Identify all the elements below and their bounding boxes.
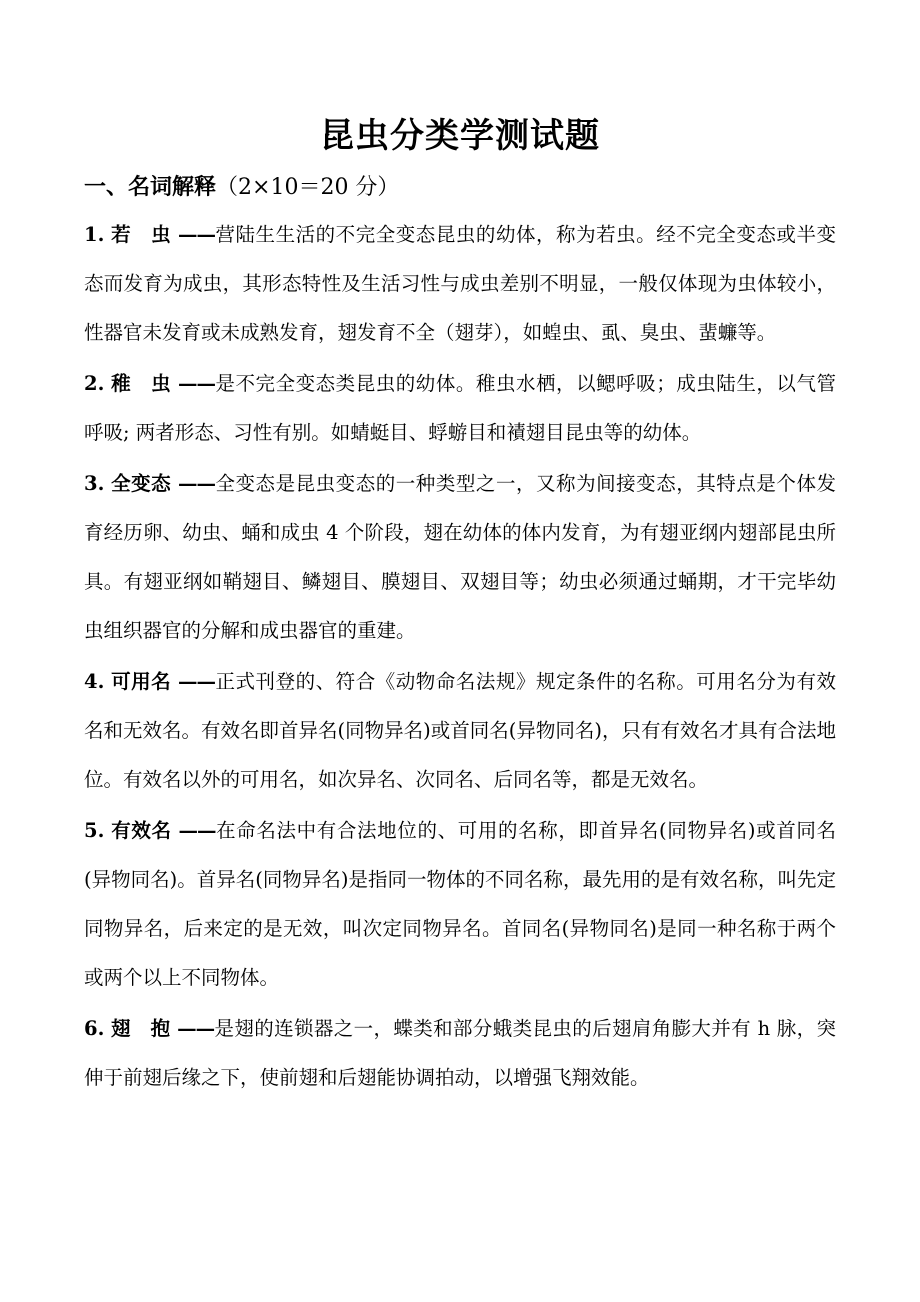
entry-definition: 是翅的连锁器之一，蝶类和部分蛾类昆虫的后翅肩角膨大并有 h 脉，突伸于前翅后缘之下，使前翅和后翅能协调拍动，以增强飞翔效能。	[84, 1017, 836, 1089]
definition-entry	[84, 359, 836, 457]
section-label: 一、名词解释	[84, 174, 217, 200]
entry-term: 若 虫	[111, 223, 172, 246]
section-heading	[84, 170, 399, 205]
entry-term: 有效名	[111, 819, 172, 842]
entry-dash: ——	[178, 819, 216, 842]
entry-term: 稚 虫	[111, 372, 172, 395]
entry-definition: 全变态是昆虫变态的一种类型之一，又称为间接变态，其特点是个体发育经历卵、幼虫、蛹和成虫 4 个阶段，翅在幼体的体内发育，为有翅亚纲内翅部昆虫所具。有翅亚纲如鞘翅目、鳞翅目、膜翅目、双翅目等；幼虫必须通过蛹期，才干完毕幼虫组织器官的分解和成虫器官的重建。	[84, 472, 836, 642]
definition-entry	[84, 1004, 836, 1102]
entry-definition: 营陆生生活的不完全变态昆虫的幼体，称为若虫。经不完全变态或半变态而发育为成虫，其形态特性及生活习性与成虫差别不明显，一般仅体现为虫体较小，性器官未发育或未成熟发育，翅发育不全（翅芽），如蝗虫、虱、臭虫、蜚蠊等。	[84, 223, 836, 344]
definition-entry	[84, 806, 836, 1002]
entry-term: 翅 抱	[110, 1017, 171, 1040]
entry-number: 3.	[84, 472, 105, 495]
entry-term: 可用名	[111, 670, 172, 693]
definition-entry	[84, 657, 836, 804]
entry-dash: ——	[177, 223, 215, 246]
entry-number: 2.	[84, 372, 105, 395]
entry-dash: ——	[177, 1017, 215, 1040]
section-score: （2×10＝20 分）	[216, 175, 400, 200]
entry-definition: 正式刊登的、符合《动物命名法规》规定条件的名称。可用名分为有效名和无效名。有效名即首异名(同物异名)或首同名(异物同名)，只有有效名才具有合法地位。有效名以外的可用名，如次异名、次同名、后同名等，都是无效名。	[84, 670, 836, 791]
entry-number: 5.	[84, 819, 105, 842]
entry-number: 6.	[84, 1017, 105, 1040]
entry-dash: ——	[177, 372, 215, 395]
entry-term: 全变态	[111, 472, 172, 495]
entry-definition: 在命名法中有合法地位的、可用的名称，即首异名(同物异名)或首同名(异物同名)。首异名(同物异名)是指同一物体的不同名称，最先用的是有效名称，叫先定同物异名，后来定的是无效，叫次定同物异名。首同名(异物同名)是同一种名称于两个或两个以上不同物体。	[84, 819, 836, 989]
entry-dash: ——	[177, 472, 215, 495]
definition-entry	[84, 459, 836, 655]
definition-entry	[84, 210, 836, 357]
entry-number: 1.	[84, 223, 105, 246]
definition-list	[84, 210, 836, 1104]
entry-definition: 是不完全变态类昆虫的幼体。稚虫水栖，以鳃呼吸；成虫陆生，以气管呼吸; 两者形态、习性有别。如蜻蜓目、蜉蝣目和襀翅目昆虫等的幼体。	[84, 372, 836, 444]
entry-dash: ——	[177, 670, 215, 693]
entry-number: 4.	[84, 670, 105, 693]
page-title: 昆虫分类学测试题	[320, 116, 600, 156]
